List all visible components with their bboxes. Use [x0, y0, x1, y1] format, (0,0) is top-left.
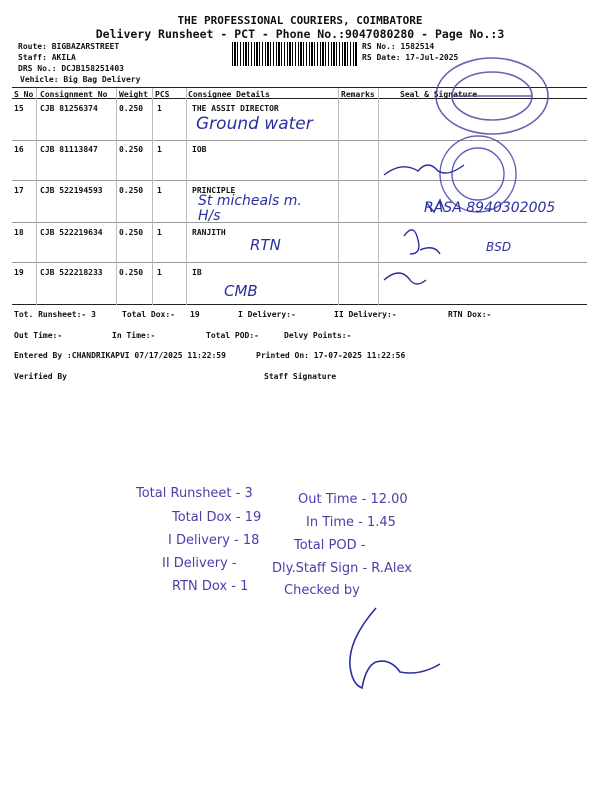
summary-in-time: In Time - 1.45 — [306, 515, 396, 530]
entered-by: Entered By :CHANDRIKAPVI 07/17/2025 11:22:59 — [14, 351, 226, 360]
row-consignment: CJB 522194593 — [40, 186, 103, 195]
total-dox-value: 19 — [190, 310, 200, 319]
row-consignee: IOB — [192, 145, 207, 154]
route-text: Route: BIGBAZARSTREET — [18, 42, 120, 51]
summary-out-time: Out Time - 12.00 — [298, 492, 408, 507]
office-seal-stamp — [436, 58, 548, 134]
delvy-points: Delvy Points:- — [284, 331, 352, 340]
row-weight: 0.250 — [119, 186, 144, 195]
out-time: Out Time:- — [14, 331, 63, 340]
i-delivery: I Delivery:- — [238, 310, 296, 319]
rs-date: RS Date: 17-Jul-2025 — [362, 53, 459, 62]
handwritten-date-note: BSD — [486, 240, 512, 254]
summary-total-runsheet: Total Runsheet - 3 — [136, 486, 253, 501]
drs-text: DRS No.: DCJB158251403 — [18, 64, 124, 73]
summary-total-dox: Total Dox - 19 — [172, 510, 262, 525]
tot-runsheet: Tot. Runsheet:- 3 — [14, 310, 96, 319]
handwritten-consignee-note: St micheals m. H/s — [198, 193, 302, 224]
row-consignee: THE ASSIT DIRECTOR — [192, 104, 279, 113]
staff-signature-label: Staff Signature — [264, 372, 337, 381]
vehicle-text: Vehicle: Big Bag Delivery — [20, 75, 141, 84]
row-consignment: CJB 522219634 — [40, 228, 103, 237]
row-pcs: 1 — [157, 145, 162, 154]
row-consignment: CJB 81113847 — [40, 145, 98, 154]
checker-signature — [320, 600, 460, 700]
summary-rtn-dox: RTN Dox - 1 — [172, 579, 249, 594]
row-consignee: IB — [192, 268, 202, 277]
row-sno: 15 — [14, 104, 24, 113]
rs-number: RS No.: 1582514 — [362, 42, 435, 51]
col-header-pcs: PCS — [155, 90, 170, 99]
row-weight: 0.250 — [119, 268, 144, 277]
handwritten-phone-note: RASA 8940302005 — [424, 200, 556, 216]
printed-on: Printed On: 17-07-2025 11:22:56 — [256, 351, 406, 360]
handwritten-consignee-note: Ground water — [196, 114, 313, 134]
row-sno: 17 — [14, 186, 24, 195]
document-subtitle: Delivery Runsheet - PCT - Phone No.:9047080280 - Page No.:3 — [95, 27, 505, 41]
summary-checked-by: Checked by — [284, 583, 360, 598]
row-consignment: CJB 522218233 — [40, 268, 103, 277]
row-sno: 16 — [14, 145, 24, 154]
col-header-weight: Weight — [119, 90, 148, 99]
summary-total-pod: Total POD - — [294, 538, 366, 553]
row-sno: 18 — [14, 228, 24, 237]
row-weight: 0.250 — [119, 228, 144, 237]
summary-dly-staff-sign: Dly.Staff Sign - R.Alex — [272, 561, 412, 576]
row-consignee: PRINCIPLE — [192, 186, 236, 195]
col-header-seal: Seal & Signature — [400, 90, 478, 99]
col-header-consignment: Consignment No — [40, 90, 108, 99]
row-consignment: CJB 81256374 — [40, 104, 98, 113]
summary-i-delivery: I Delivery - 18 — [168, 533, 260, 548]
row-pcs: 1 — [157, 104, 162, 113]
summary-ii-delivery: II Delivery - — [162, 556, 237, 571]
col-header-consignee: Consignee Details — [188, 90, 270, 99]
signature-row19 — [384, 273, 426, 284]
row-consignee: RANJITH — [192, 228, 226, 237]
rtn-dox: RTN Dox:- — [448, 310, 492, 319]
row-weight: 0.250 — [119, 104, 144, 113]
row-pcs: 1 — [157, 186, 162, 195]
staff-text: Staff: AKILA — [18, 53, 76, 62]
handwritten-consignee-note: CMB — [224, 282, 258, 300]
signature-row18 — [404, 230, 440, 254]
handwritten-consignee-note: RTN — [250, 236, 281, 254]
seal-signature-overlay — [0, 0, 600, 320]
verified-by: Verified By — [14, 372, 67, 381]
in-time: In Time:- — [112, 331, 156, 340]
row-pcs: 1 — [157, 268, 162, 277]
total-pod: Total POD:- — [206, 331, 259, 340]
total-dox-label: Total Dox:- — [122, 310, 175, 319]
document-title: THE PROFESSIONAL COURIERS, COIMBATORE — [177, 14, 423, 27]
row-sno: 19 — [14, 268, 24, 277]
row-pcs: 1 — [157, 228, 162, 237]
col-header-remarks: Remarks — [341, 90, 375, 99]
col-header-sno: S No — [14, 90, 34, 99]
ii-delivery: II Delivery:- — [334, 310, 397, 319]
row-weight: 0.250 — [119, 145, 144, 154]
